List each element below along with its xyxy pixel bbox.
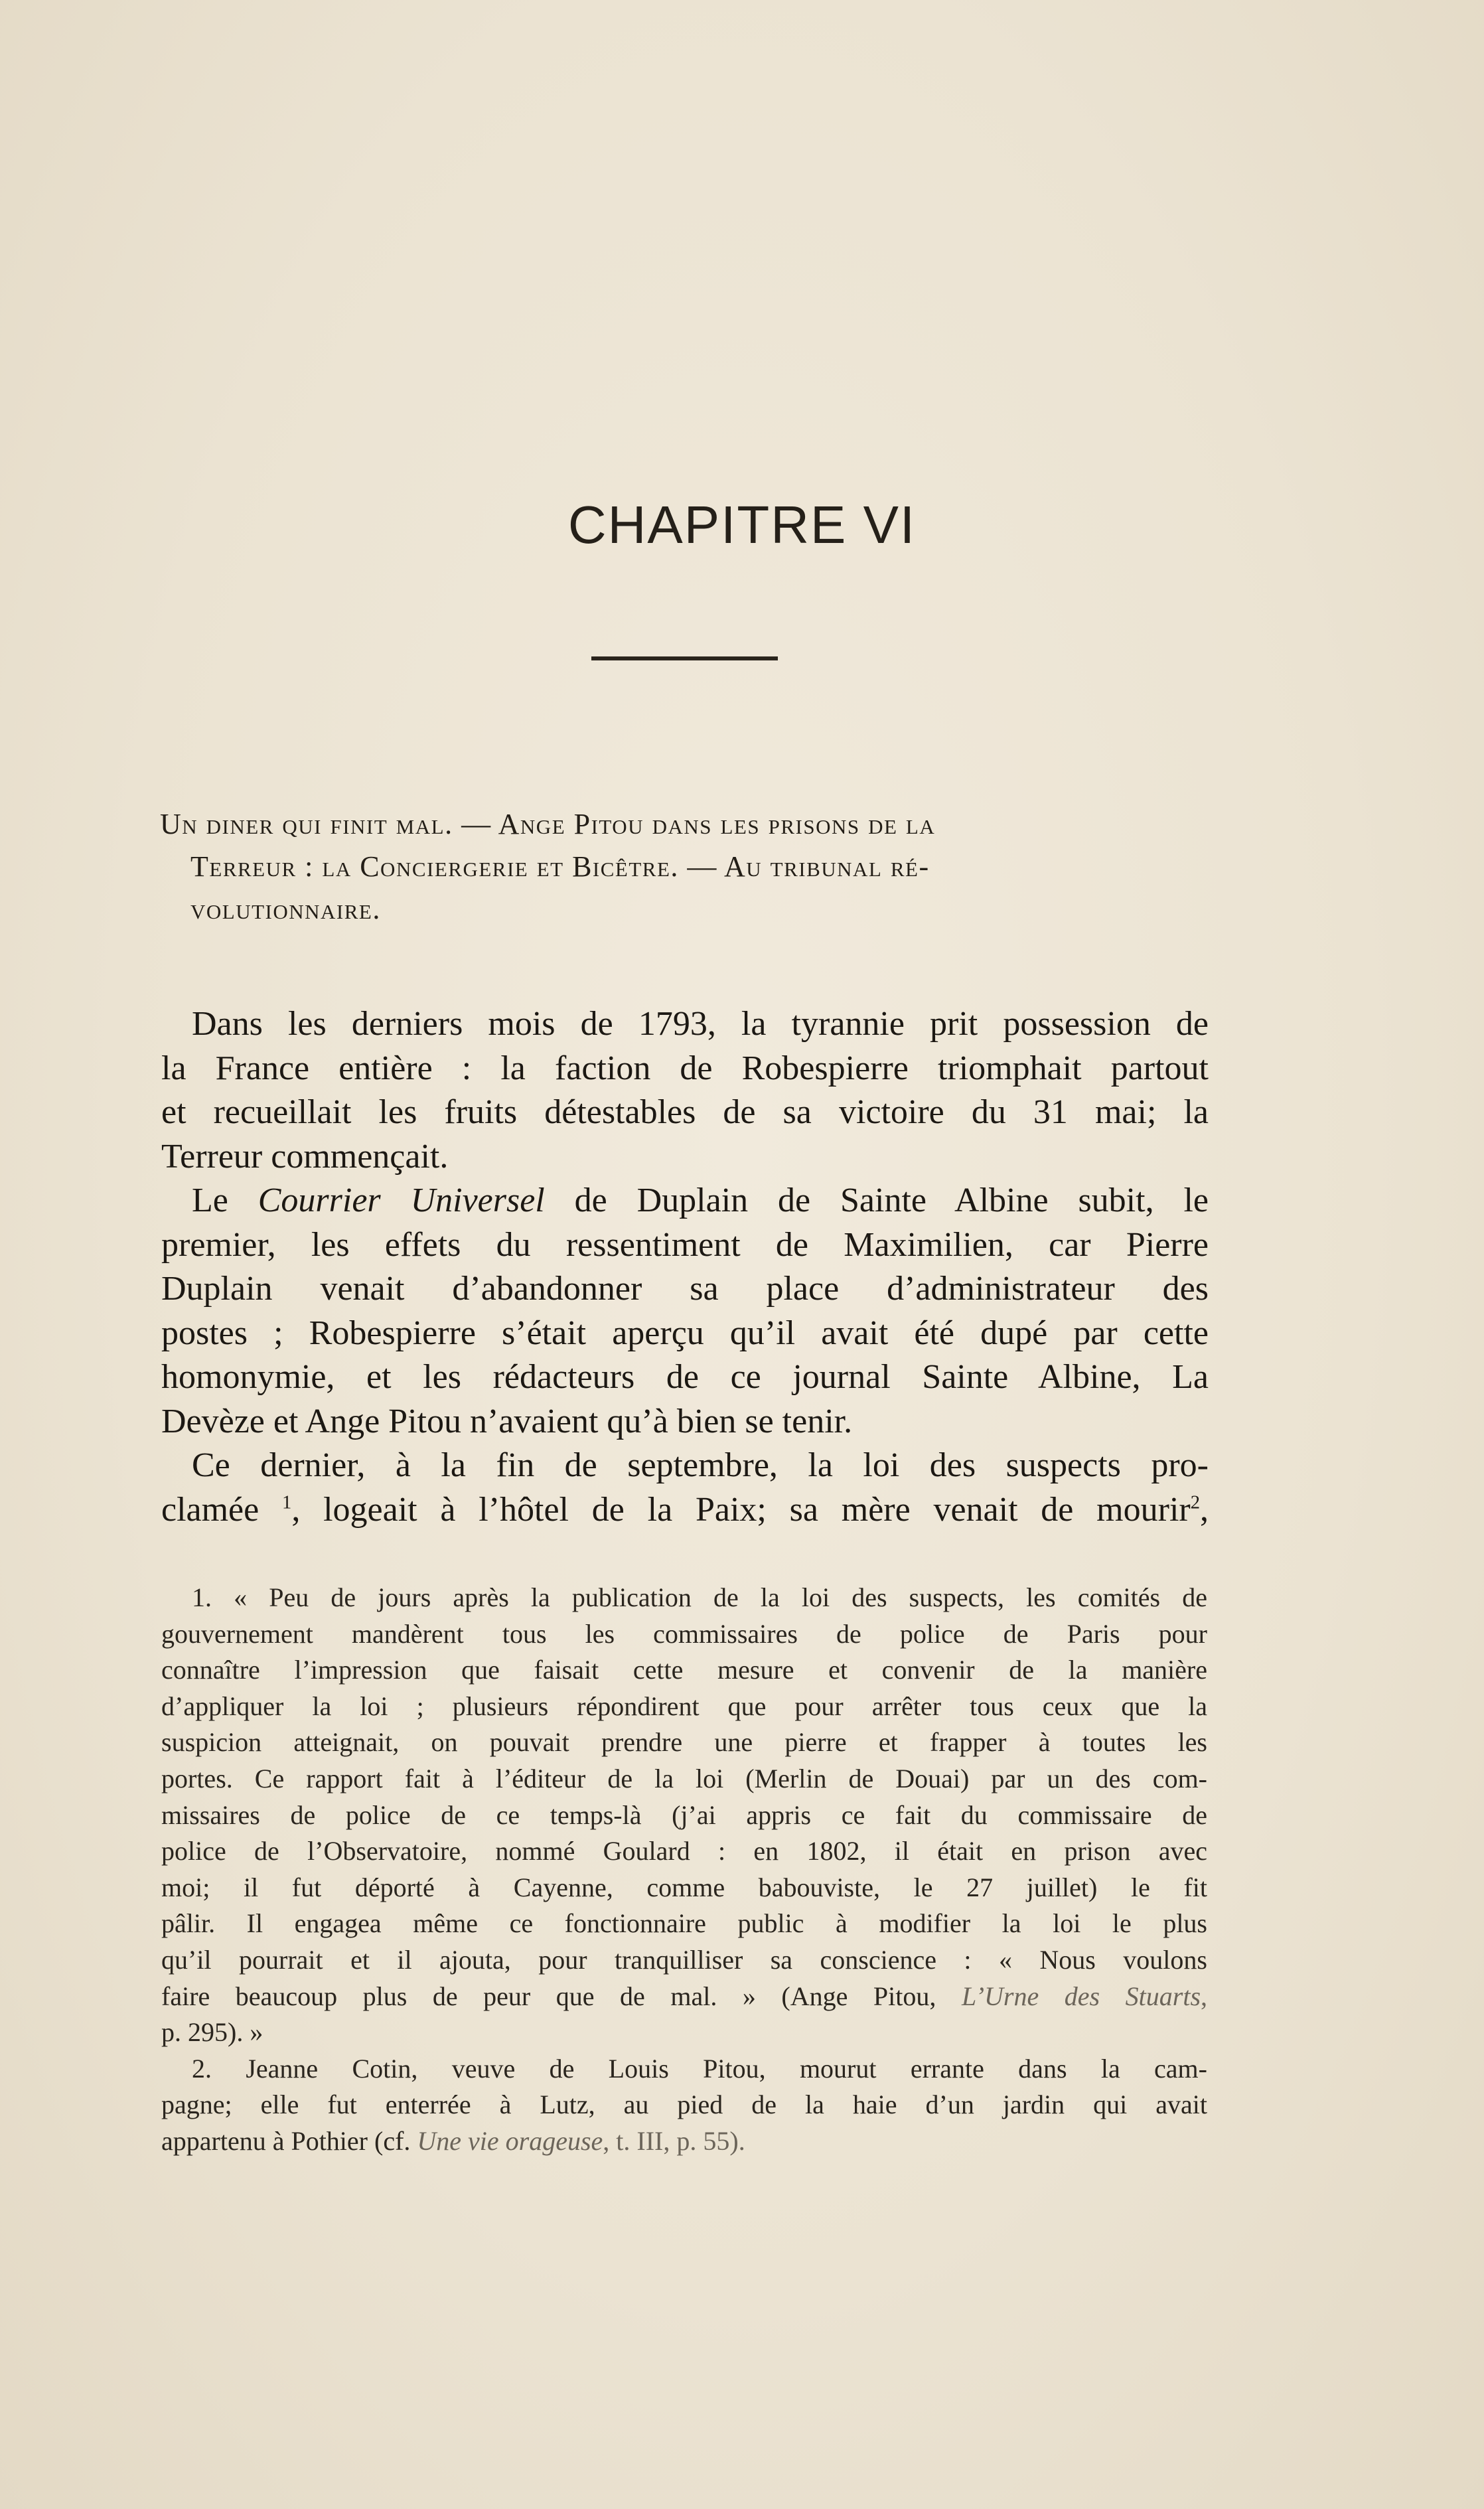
footnote-line: police de l’Observatoire, nommé Goulard : en 1802, il était en prison avec [161, 1836, 1207, 1866]
body-line: Ce dernier, à la fin de septembre, la loi des suspects pro- [192, 1446, 1209, 1484]
footnote-line: gouvernement mandèrent tous les commissaires de police de Paris pour [161, 1618, 1207, 1649]
footnotes [161, 1580, 1207, 2160]
footnote-line: moi; il fut déporté à Cayenne, comme babouviste, le 27 juillet) le fit [161, 1872, 1207, 1902]
summary-line: volutionnaire. [190, 893, 381, 925]
footnote-line: portes. Ce rapport fait à l’éditeur de la loi (Merlin de Douai) par un des com- [161, 1763, 1207, 1793]
body-text [161, 1002, 1209, 1532]
body-line [161, 1179, 1209, 1223]
body-line: Duplain venait d’abandonner sa place d’administrateur des [161, 1270, 1209, 1308]
footnote-line [161, 1979, 1207, 2015]
chapter-summary [160, 803, 1209, 931]
footnote-ref: 1 [282, 1492, 292, 1513]
body-line [161, 1488, 1209, 1533]
footnote-line: pagne; elle fut enterrée à Lutz, au pied de la haie d’un jardin qui avait [161, 2090, 1207, 2120]
footnote-line: missaires de police de ce temps-là (j’ai appris ce fait du commissaire de [161, 1799, 1207, 1830]
body-line: et recueillait les fruits détestables de sa victoire du 31 mai; la [161, 1093, 1209, 1131]
body-text-fragment: , logeait à l’hôtel de la Paix; sa mère venait de mourir [291, 1490, 1191, 1529]
body-line: homonymie, et les rédacteurs de ce journal Sainte Albine, La [161, 1358, 1209, 1396]
summary-line: Terreur : la Conciergerie et Bicêtre. — Au tribunal ré- [190, 850, 930, 883]
footnote-line: d’appliquer la loi ; plusieurs répondirent que pour arrêter tous ceux que la [161, 1691, 1207, 1721]
journal-title: Courrier Universel [258, 1181, 545, 1219]
footnote-fragment: appartenu à Pothier (cf. [161, 2125, 417, 2156]
body-text-fragment: clamée [161, 1490, 283, 1529]
footnote-line: suspicion atteignait, on pouvait prendre une pierre et frapper à toutes les [161, 1727, 1207, 1758]
footnote-fragment: faire beaucoup plus de peur que de mal. » (Ange Pitou, [161, 1981, 962, 2011]
footnote-fragment: , [1201, 1981, 1208, 2011]
footnote-line: 2. Jeanne Cotin, veuve de Louis Pitou, mourut errante dans la cam- [192, 2053, 1207, 2084]
body-text-fragment: Le [192, 1181, 258, 1219]
title-divider [591, 656, 778, 660]
footnote-line: 1. « Peu de jours après la publication de la loi des suspects, les comités de [192, 1582, 1207, 1612]
body-line: Dans les derniers mois de 1793, la tyrannie prit possession de [192, 1005, 1209, 1043]
cited-title: L’Urne des Stuarts [961, 1981, 1201, 2011]
footnote-line [161, 2123, 1207, 2160]
body-line: la France entière : la faction de Robespierre triomphait partout [161, 1049, 1209, 1087]
footnote-fragment: , t. III, p. 55). [603, 2125, 745, 2156]
body-line: postes ; Robespierre s’était aperçu qu’il avait été dupé par cette [161, 1314, 1209, 1352]
body-line: premier, les effets du ressentiment de Maximilien, car Pierre [161, 1225, 1209, 1264]
footnote-ref: 2 [1190, 1492, 1200, 1513]
body-text-fragment: , [1200, 1490, 1209, 1529]
footnote-line: pâlir. Il engagea même ce fonctionnaire public à modifier la loi le plus [161, 1908, 1207, 1939]
summary-line: Un diner qui finit mal. — Ange Pitou dans les prisons de la [160, 808, 936, 840]
chapter-title: CHAPITRE VI [567, 495, 917, 554]
footnote-line: p. 295). » [161, 2017, 263, 2048]
cited-title: Une vie orageuse [417, 2125, 603, 2156]
footnote-line: connaître l’impression que faisait cette mesure et convenir de la manière [161, 1655, 1207, 1685]
body-line: Terreur commençait. [161, 1137, 449, 1176]
body-text-fragment: de Duplain de Sainte Albine subit, le [544, 1181, 1209, 1219]
body-line: Devèze et Ange Pitou n’avaient qu’à bien se tenir. [161, 1402, 853, 1440]
footnote-line: qu’il pourrait et il ajouta, pour tranquilliser sa conscience : « Nous voulons [161, 1944, 1207, 1975]
